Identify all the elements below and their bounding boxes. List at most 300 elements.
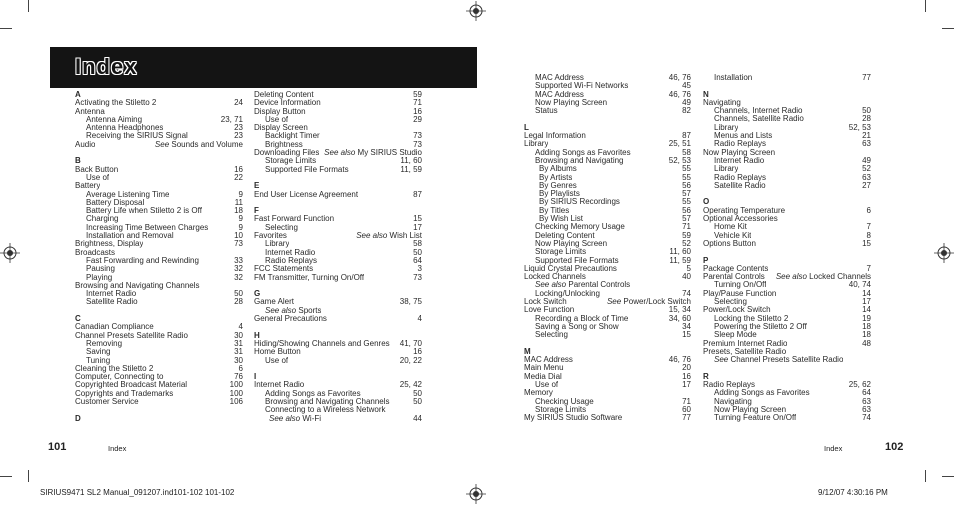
trim-mark [925, 0, 926, 12]
index-entry-term: Adding Songs as Favorites [535, 148, 631, 157]
index-entry-term: Antenna Aiming [86, 115, 143, 124]
index-entry [254, 406, 422, 414]
index-entry [524, 298, 691, 306]
index-entry-term: Now Playing Screen [535, 98, 608, 107]
index-entry-term: Cleaning the Stiletto 2 [75, 364, 154, 373]
index-entry-term: End User License Agreement [254, 190, 359, 199]
print-slug-date: 9/12/07 4:30:16 PM [818, 488, 888, 497]
index-entry-pages: 21 [862, 131, 871, 141]
index-entry-term: Supported File Formats [265, 165, 349, 174]
index-entry-pages: 20, 22 [399, 355, 422, 365]
trim-mark [0, 28, 12, 29]
index-entry-pages: 50 [234, 289, 243, 299]
index-entry-term: My SIRIUS Studio Software [524, 414, 623, 423]
index-entry [524, 99, 691, 107]
index-entry-pages: 87 [682, 131, 691, 141]
index-entry-pages: 20 [682, 363, 691, 373]
index-entry [254, 157, 422, 165]
index-entry [524, 207, 691, 215]
index-entry-pages: 50 [413, 247, 422, 257]
index-entry-term: Hiding/Showing Channels and Genres [254, 339, 390, 348]
index-entry-pages: 52, 53 [848, 122, 871, 132]
index-entry-term: Power/Lock Switch [703, 306, 771, 315]
index-entry [75, 340, 243, 348]
index-entry-pages: 59 [682, 230, 691, 240]
index-entry-term: Receiving the SIRIUS Signal [86, 132, 188, 141]
index-entry [524, 398, 691, 406]
index-entry-pages: 19 [862, 313, 871, 323]
index-entry-pages: 64 [413, 255, 422, 265]
index-entry [75, 274, 243, 282]
index-entry [524, 323, 691, 331]
index-entry-pages: 87 [413, 189, 422, 199]
index-entry-pages: 25, 42 [399, 380, 422, 390]
index-entry [703, 215, 871, 223]
index-entry [703, 381, 871, 389]
index-cross-reference: See also Wish List [356, 231, 422, 241]
index-entry-term: Broadcasts [75, 248, 116, 257]
index-entry [703, 182, 871, 190]
index-entry-term: Navigating [714, 397, 752, 406]
index-entry [524, 414, 691, 422]
index-entry [703, 174, 871, 182]
index-entry [703, 323, 871, 331]
index-entry [524, 389, 691, 397]
index-entry-term: Main Menu [524, 364, 564, 373]
index-entry-term: Increasing Time Between Charges [86, 223, 209, 232]
index-entry [703, 157, 871, 165]
index-entry [254, 108, 422, 116]
index-entry [254, 232, 422, 240]
index-entry-pages: 49 [862, 155, 871, 165]
index-entry [75, 116, 243, 124]
index-entry-pages: 56 [682, 180, 691, 190]
index-entry-pages: 59 [413, 90, 422, 99]
index-entry-term [535, 281, 630, 289]
index-section-letter: P [703, 255, 709, 265]
index-entry [524, 223, 691, 231]
index-entry-pages: 24 [234, 98, 243, 108]
index-cross-reference: See also Parental Controls [535, 281, 631, 290]
index-entry-term: Parental Controls [703, 273, 765, 282]
index-entry [254, 257, 422, 265]
index-entry [75, 141, 243, 149]
index-entry-pages: 6 [866, 205, 871, 215]
left-page-number: 101 [48, 441, 67, 453]
index-entry-term: By Titles [539, 206, 570, 215]
index-entry-term: Favorites [254, 232, 287, 241]
index-entry-pages: 73 [413, 139, 422, 149]
index-entry-pages: 34 [682, 321, 691, 331]
index-entry [75, 166, 243, 174]
index-entry-term: Radio Replays [714, 173, 767, 182]
index-entry [254, 315, 422, 323]
index-entry-term: Fast Forward Function [254, 215, 335, 224]
index-entry-pages: 41, 70 [399, 338, 422, 348]
index-entry [75, 124, 243, 132]
index-entry [254, 398, 422, 406]
index-entry-pages: 22 [234, 172, 243, 182]
index-entry [75, 357, 243, 365]
index-entry-pages: 38, 75 [399, 297, 422, 307]
index-entry-pages: 52 [682, 238, 691, 248]
index-section-letter: I [254, 372, 257, 382]
index-entry-pages: 11, 60 [669, 247, 691, 257]
index-entry [254, 99, 422, 107]
index-entry [254, 91, 422, 99]
index-entry-term: Internet Radio [86, 290, 137, 299]
index-entry-pages: 18 [862, 321, 871, 331]
index-entry-term: Playing [86, 273, 113, 282]
registration-mark-top-icon [466, 1, 486, 21]
index-section-letter: M [524, 346, 531, 356]
index-entry-term: By Wish List [539, 215, 584, 224]
index-entry-pages: 15 [413, 214, 422, 224]
index-entry-term: Computer, Connecting to [75, 373, 164, 382]
index-entry [75, 182, 243, 190]
index-entry-term: Play/Pause Function [703, 289, 777, 298]
index-entry [703, 406, 871, 414]
index-cross-reference: See Sounds and Volume [154, 139, 243, 149]
index-entry-pages: 63 [862, 396, 871, 406]
index-entry-term: Storage Limits [265, 157, 317, 166]
index-entry-pages: 11, 60 [400, 156, 422, 166]
index-entry-pages: 57 [682, 189, 691, 199]
index-entry-pages: 106 [229, 396, 243, 406]
index-entry-pages: 7 [866, 263, 871, 273]
index-entry-term: Library [524, 140, 549, 149]
index-entry [524, 381, 691, 389]
index-entry [75, 249, 243, 257]
index-entry-pages: 64 [862, 388, 871, 398]
index-entry [524, 82, 691, 90]
index-entry-term: Recording a Block of Time [535, 314, 629, 323]
index-entry [75, 332, 243, 340]
index-entry-pages: 57 [682, 214, 691, 224]
index-section-letter: C [75, 314, 81, 324]
index-section-letter: D [75, 413, 81, 423]
index-column-2 [254, 91, 422, 423]
index-entry [254, 265, 422, 273]
index-entry-term: Removing [86, 339, 123, 348]
index-entry-term: Battery Life when Stiletto 2 is Off [86, 207, 202, 216]
trim-mark [925, 470, 926, 482]
index-entry [524, 149, 691, 157]
index-entry [703, 207, 871, 215]
index-entry [524, 107, 691, 115]
index-entry-term: Browsing and Navigating Channels [75, 281, 200, 290]
index-entry-term: Internet Radio [265, 248, 316, 257]
left-footer-label: Index [108, 444, 127, 453]
index-entry-term: Checking Usage [535, 397, 594, 406]
index-entry-term: Storage Limits [535, 248, 587, 257]
index-entry-pages: 40 [682, 272, 691, 282]
index-entry [524, 74, 691, 82]
index-entry-pages: 58 [413, 239, 422, 249]
index-entry-pages: 40, 74 [848, 280, 871, 290]
index-cross-reference: See also Sports [265, 306, 322, 315]
index-section-letter: E [254, 181, 260, 191]
index-entry-term: Supported Wi-Fi Networks [535, 82, 629, 91]
index-entry-term: Average Listening Time [86, 190, 170, 199]
index-entry [703, 149, 871, 157]
index-entry-pages: 23 [234, 123, 243, 133]
index-section-letter: R [703, 371, 709, 381]
index-entry [75, 99, 243, 107]
index-entry [703, 331, 871, 339]
trim-mark [28, 470, 29, 482]
index-entry-pages: 100 [229, 380, 243, 390]
index-entry-pages: 44 [413, 413, 422, 423]
index-entry [75, 365, 243, 373]
index-entry-term: MAC Address [535, 74, 584, 82]
index-entry-term: Downloading Files [254, 149, 320, 158]
index-entry [75, 381, 243, 389]
index-entry-pages: 7 [866, 222, 871, 232]
index-entry [703, 74, 871, 82]
index-entry-term: By Playlists [539, 190, 580, 199]
index-entry-term: Status [535, 107, 558, 116]
index-entry-term: Copyrights and Trademarks [75, 389, 174, 398]
index-entry-term: Deleting Content [535, 231, 595, 240]
index-entry [703, 356, 871, 364]
index-entry-term: Antenna Headphones [86, 124, 164, 133]
index-entry [524, 91, 691, 99]
index-entry [254, 307, 422, 315]
index-entry-pages: 11, 59 [669, 255, 691, 265]
registration-mark-bottom-icon [466, 484, 486, 504]
index-entry [703, 115, 871, 123]
index-entry-term: Supported File Formats [535, 256, 619, 265]
index-section-letter: H [254, 330, 260, 340]
index-entry-pages: 15 [862, 238, 871, 248]
index-entry-pages: 48 [862, 338, 871, 348]
index-entry-term: By Artists [539, 173, 573, 182]
trim-mark [942, 476, 954, 477]
index-entry-term: Saving a Song or Show [535, 322, 619, 331]
index-entry-term: Premium Internet Radio [703, 339, 788, 348]
index-entry-term: Channels, Satellite Radio [714, 115, 804, 124]
index-entry-term: FCC Statements [254, 265, 314, 274]
index-section-letter: A [75, 90, 81, 99]
index-entry [75, 240, 243, 248]
index-entry-pages: 58 [682, 147, 691, 157]
index-entry [75, 108, 243, 116]
index-entry-term: Presets, Satellite Radio [703, 347, 787, 356]
index-entry-pages: 63 [862, 172, 871, 182]
index-entry-pages: 6 [238, 363, 243, 373]
index-entry-pages: 49 [682, 97, 691, 107]
index-entry-pages: 50 [413, 396, 422, 406]
index-entry [703, 240, 871, 248]
index-entry-term: Installation [714, 74, 753, 82]
index-entry [703, 414, 871, 422]
index-entry-term: Liquid Crystal Precautions [524, 264, 617, 273]
index-entry-pages: 31 [234, 347, 243, 357]
index-entry [524, 273, 691, 281]
right-page-number: 102 [885, 441, 904, 453]
index-entry [75, 290, 243, 298]
index-entry-pages: 14 [862, 305, 871, 315]
index-entry-pages: 50 [413, 388, 422, 398]
index-entry-term: Saving [86, 348, 111, 357]
index-entry-term: Copyrighted Broadcast Material [75, 381, 188, 390]
right-footer-label: Index [824, 444, 843, 453]
index-entry-term: Use of [265, 356, 289, 365]
index-entry-term: MAC Address [524, 356, 573, 365]
index-entry-pages: 63 [862, 404, 871, 414]
index-entry-term: By SIRIUS Recordings [539, 198, 620, 207]
index-entry-term: Adding Songs as Favorites [714, 389, 810, 398]
index-entry-term: Memory [524, 389, 553, 398]
index-entry-pages: 63 [862, 139, 871, 149]
index-column-1 [75, 91, 243, 423]
index-entry-term: Use of [535, 380, 559, 389]
index-entry [524, 356, 691, 364]
index-entry-term: Locking/Unlocking [535, 289, 600, 298]
index-entry-term: Customer Service [75, 397, 139, 406]
index-entry-pages: 50 [862, 106, 871, 116]
index-entry-pages: 11, 59 [400, 164, 422, 174]
index-entry-pages: 71 [413, 98, 422, 108]
index-entry-term: Selecting [265, 223, 298, 232]
index-entry-term: General Precautions [254, 315, 327, 324]
index-entry-pages: 30 [234, 330, 243, 340]
index-entry-term: Options Button [703, 239, 756, 248]
index-entry-term: Legal Information [524, 132, 586, 141]
index-entry [703, 165, 871, 173]
index-entry-term: Deleting Content [254, 91, 314, 99]
index-entry-pages: 9 [238, 214, 243, 224]
index-entry-term: Connecting to a Wireless Network [265, 406, 386, 415]
index-entry-pages: 74 [862, 413, 871, 423]
index-entry-term: Channel Presets Satellite Radio [75, 331, 188, 340]
index-entry [524, 315, 691, 323]
index-section-letter: L [524, 122, 529, 132]
index-entry-term: Turning Feature On/Off [714, 414, 797, 423]
index-entry-pages: 4 [417, 314, 422, 324]
trim-mark [28, 0, 29, 12]
index-entry [254, 340, 422, 348]
index-entry-pages: 17 [862, 297, 871, 307]
index-entry [254, 298, 422, 306]
index-entry-term: Display Screen [254, 124, 308, 133]
index-entry [254, 249, 422, 257]
index-entry [703, 107, 871, 115]
index-entry [524, 306, 691, 314]
index-entry-pages: 71 [682, 222, 691, 232]
index-entry-term: Channels, Internet Radio [714, 107, 803, 116]
registration-mark-left-icon [0, 243, 20, 263]
index-entry [75, 224, 243, 232]
index-entry-term: Radio Replays [703, 380, 756, 389]
trim-mark [942, 28, 954, 29]
index-entry [524, 215, 691, 223]
index-cross-reference: See also Locked Channels [775, 272, 871, 282]
index-entry-term: Navigating [703, 98, 741, 107]
index-entry [703, 273, 871, 281]
index-entry-term: Pausing [86, 265, 115, 274]
index-entry-pages: 100 [229, 388, 243, 398]
index-entry [254, 191, 422, 199]
index-entry-term: Radio Replays [714, 140, 767, 149]
index-entry-pages: 28 [862, 114, 871, 124]
index-entry-pages: 3 [417, 264, 422, 274]
index-entry [254, 357, 422, 365]
index-entry-pages: 71 [682, 396, 691, 406]
index-entry [254, 240, 422, 248]
index-entry [254, 215, 422, 223]
index-entry [524, 265, 691, 273]
index-entry-term: Powering the Stiletto 2 Off [714, 322, 807, 331]
index-entry-term: Display Button [254, 107, 306, 116]
index-entry-pages: 73 [234, 239, 243, 249]
index-entry-term: Locked Channels [524, 273, 586, 282]
index-entry-term: Internet Radio [714, 156, 765, 165]
index-entry-pages: 46, 76 [668, 89, 691, 99]
index-entry [75, 390, 243, 398]
index-entry-pages: 46, 76 [668, 355, 691, 365]
index-entry-pages: 17 [413, 222, 422, 232]
index-section-letter: B [75, 156, 81, 166]
index-entry-pages: 18 [862, 330, 871, 340]
index-entry-pages: 56 [682, 205, 691, 215]
index-entry [254, 390, 422, 398]
index-entry [254, 149, 422, 157]
index-entry [524, 182, 691, 190]
index-entry-term: Charging [86, 215, 119, 224]
index-entry-pages: 34, 60 [668, 313, 691, 323]
index-entry-term: By Albums [539, 165, 577, 174]
index-cross-reference: See Channel Presets Satellite Radio [714, 356, 844, 365]
title-banner [50, 47, 477, 88]
index-entry-pages: 73 [413, 272, 422, 282]
index-section-letter: O [703, 197, 710, 207]
index-entry-term: Browsing and Navigating [535, 156, 624, 165]
index-entry-pages: 55 [682, 197, 691, 207]
index-entry-term: Operating Temperature [703, 206, 786, 215]
index-entry [254, 274, 422, 282]
index-entry-pages: 9 [238, 189, 243, 199]
index-entry [703, 398, 871, 406]
index-entry-term: Audio [75, 140, 96, 149]
index-entry-term: Love Function [524, 306, 575, 315]
index-entry-term: Brightness, Display [75, 240, 144, 249]
index-entry [524, 248, 691, 256]
index-entry-term: Use of [265, 115, 289, 124]
index-entry-term: Satellite Radio [86, 298, 138, 307]
index-entry-term: Home Kit [714, 223, 747, 232]
index-entry-pages: 18 [234, 206, 243, 216]
index-entry-pages: 31 [234, 338, 243, 348]
index-entry-term: Library [714, 165, 739, 174]
index-entry-term: Turning On/Off [714, 281, 767, 290]
index-entry [75, 207, 243, 215]
index-entry [703, 348, 871, 356]
index-entry [703, 223, 871, 231]
index-entry [703, 99, 871, 107]
index-entry-term: Tuning [86, 356, 111, 365]
index-entry [524, 232, 691, 240]
index-entry-pages: 16 [234, 164, 243, 174]
index-entry [75, 265, 243, 273]
index-entry-term: Vehicle Kit [714, 231, 752, 240]
index-entry-pages: 32 [234, 264, 243, 274]
index-entry [75, 199, 243, 207]
index-entry [524, 165, 691, 173]
index-entry [524, 157, 691, 165]
index-entry-term: Locking the Stiletto 2 [714, 314, 789, 323]
